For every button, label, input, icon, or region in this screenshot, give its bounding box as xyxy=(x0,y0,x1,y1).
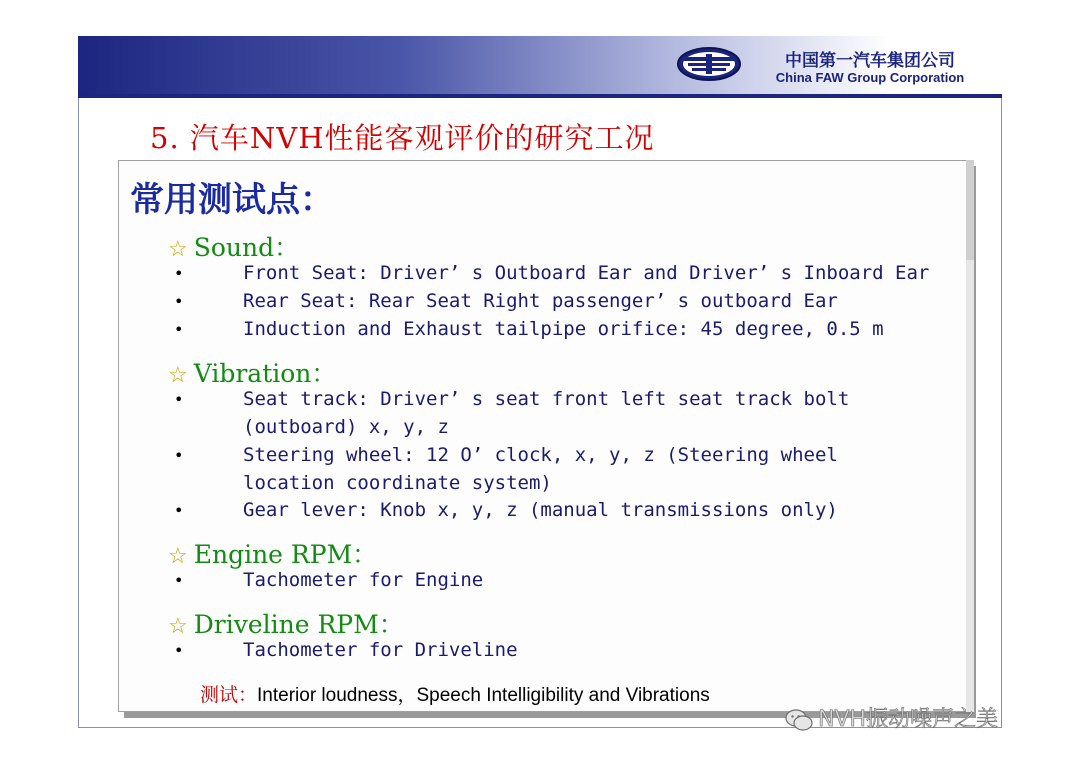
list-item: Front Seat: Driver’ s Outboard Ear and Driver’ s Inboard Ear xyxy=(243,262,930,284)
bullet-icon: • xyxy=(174,446,184,465)
wechat-icon xyxy=(784,708,814,732)
section-engine-rpm-heading xyxy=(168,535,377,571)
bullet-icon: • xyxy=(174,320,184,339)
bullet-icon: • xyxy=(174,264,184,283)
list-item: Steering wheel: 12 O’ clock, x, y, z (Steering wheel xyxy=(243,444,838,466)
company-name-en: China FAW Group Corporation xyxy=(775,70,965,85)
slide-title: 5. 汽车NVH性能客观评价的研究工况 xyxy=(150,121,655,155)
bullet-icon: • xyxy=(174,390,184,409)
company-name-cn: 中国第一汽车集团公司 xyxy=(785,51,955,71)
section-label: Driveline RPM： xyxy=(193,610,404,639)
list-item: Rear Seat: Rear Seat Right passenger’ s outboard Ear xyxy=(243,290,838,312)
section-label: Engine RPM： xyxy=(193,540,378,569)
bullet-icon: • xyxy=(174,641,184,660)
section-sound-heading xyxy=(168,228,299,264)
star-icon: ☆ xyxy=(168,614,188,639)
list-item: Induction and Exhaust tailpipe orifice: 45 degree, 0.5 m xyxy=(243,318,884,340)
content-heading: 常用测试点： xyxy=(130,180,334,220)
bullet-icon: • xyxy=(174,571,184,590)
note-label: 测试： xyxy=(200,684,258,706)
note-text: Interior loudness，Speech Intelligibility and Vibrations xyxy=(257,685,710,706)
section-vibration-heading xyxy=(168,354,336,390)
section-label: Sound： xyxy=(193,233,300,262)
list-item-continuation: (outboard) x, y, z xyxy=(243,416,449,438)
star-icon: ☆ xyxy=(168,237,188,262)
list-item: Tachometer for Driveline xyxy=(243,639,518,661)
bullet-icon: • xyxy=(174,292,184,311)
test-note xyxy=(200,680,710,707)
header-rule xyxy=(78,94,1002,98)
section-driveline-rpm-heading xyxy=(168,605,404,641)
star-icon: ☆ xyxy=(168,363,188,388)
bullet-icon: • xyxy=(174,501,184,520)
star-icon: ☆ xyxy=(168,544,188,569)
panel-scrollbar-thumb[interactable] xyxy=(966,160,974,260)
list-item: Tachometer for Engine xyxy=(243,569,484,591)
list-item: Gear lever: Knob x, y, z (manual transmissions only) xyxy=(243,499,838,521)
section-label: Vibration： xyxy=(193,359,337,388)
faw-logo-icon xyxy=(676,46,742,82)
watermark-text: NVH振动噪声之美 xyxy=(818,707,999,732)
list-item: Seat track: Driver’ s seat front left seat track bolt xyxy=(243,388,850,410)
list-item-continuation: location coordinate system) xyxy=(243,472,552,494)
watermark xyxy=(784,702,998,733)
